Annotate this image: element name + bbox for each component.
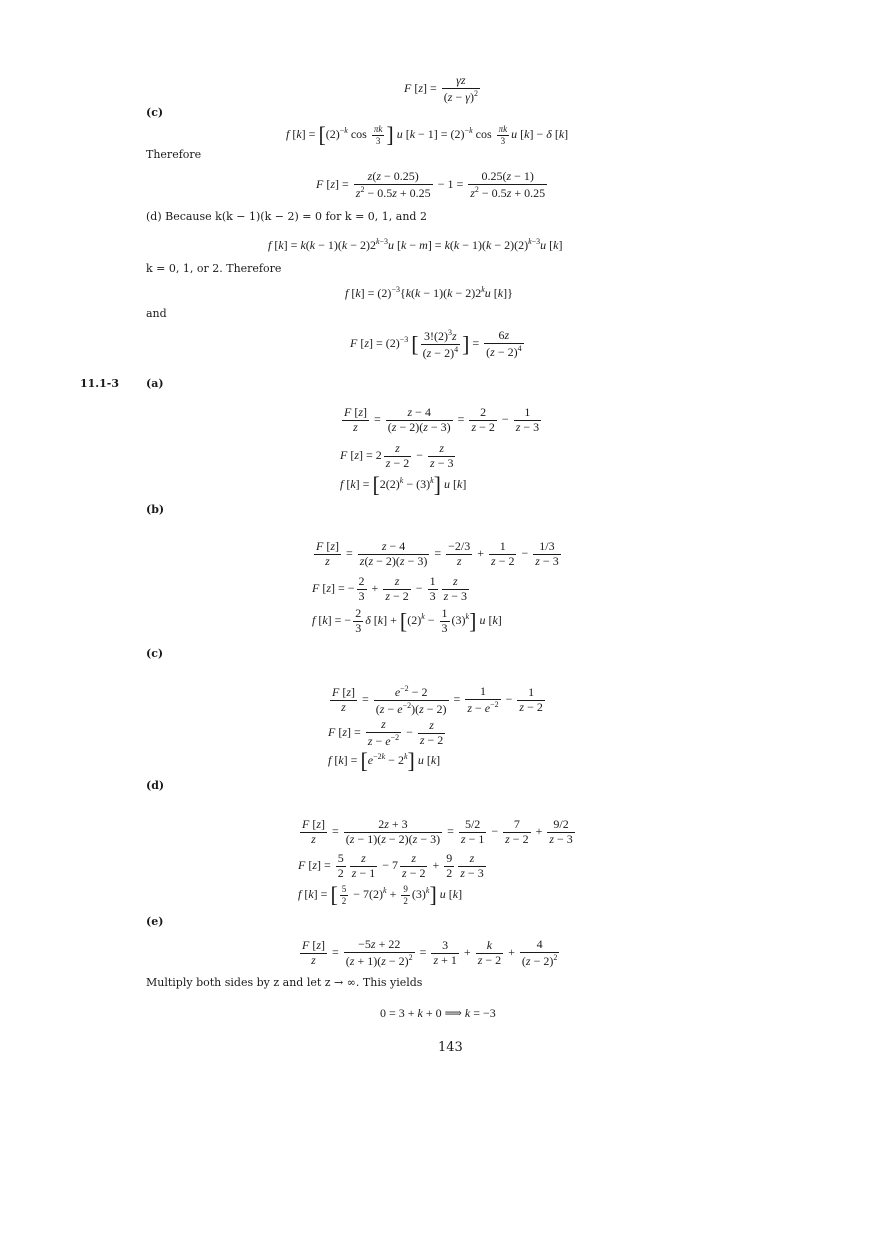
equation-d2: F [z] = $\frac{5}{2}$ $\frac{z}{z - 1}$ − 7 $\frac{z}{z - 2}$ + $\frac{9}{2}$ $\frac{z}{z - 3}$ bbox=[298, 851, 484, 880]
label-e: (e) bbox=[146, 915, 164, 928]
page-number: 143 bbox=[438, 1040, 463, 1055]
label-c-top: (c) bbox=[146, 106, 164, 119]
equation-c1: $\frac{F [z]}{z}$ = $\frac{e^{-2} - 2}{(z - e^{-2})(z - 2)}$ = $\frac{1}{z - e^{-2}}$ − $\frac{1}{z - 2}$ bbox=[332, 684, 543, 716]
equation-a3: f $[k] = [2(2)^k - (3)^k]$ u [k] bbox=[340, 472, 467, 497]
text-multiply: Multiply both sides by z and let z → ∞. This yields bbox=[146, 976, 423, 989]
section-id: 11.1-3 bbox=[80, 377, 120, 390]
label-d: (d) bbox=[146, 779, 165, 792]
equation-d-f2: f $[k] = (2)^{-3}\{k(k - 1)(k - 2)2^ku$ [k]} bbox=[345, 285, 513, 300]
equation-a1: $\frac{F [z]}{z}$ = $\frac{z - 4}{(z - 2)(z - 3)}$ = $\frac{2}{z - 2}$ − $\frac{1}{z - 3}$ bbox=[344, 405, 540, 434]
equation-c2: F [z] = $\frac{z}{z - e^{-2}}$ − $\frac{z}{z - 2}$ bbox=[328, 717, 444, 748]
text-k-values: k = 0, 1, or 2. Therefore bbox=[146, 262, 282, 275]
label-c: (c) bbox=[146, 647, 164, 660]
equation-b3: f [k] = − $\frac{2}{3}$ δ $[k] + [(2)^k$ − $\frac{1}{3}$ $(3)^k$] u [k] bbox=[312, 606, 502, 635]
equation-d3: f [k] = [ $\frac{5}{2}$ − $7(2)^k$ + $\frac{9}{2}$ $(3)^k$] u [k] bbox=[298, 882, 463, 907]
text-and: and bbox=[146, 307, 167, 320]
label-b: (b) bbox=[146, 503, 165, 516]
equation-c3: f $[k] = [e^{-2k} - 2^k]$ u [k] bbox=[328, 748, 441, 773]
equation-top-F: F [z] = $\frac{\gamma z}{(z - \gamma)^2}$ bbox=[404, 73, 478, 104]
equation-e1: $\frac{F [z]}{z}$ = $\frac{-5z + 22}{(z + 1)(z - 2)^2}$ = $\frac{3}{z + 1}$ + $\frac{k}{z - 2}$ + $\frac{4}{(z - 2)^2}$ bbox=[302, 937, 558, 968]
equation-b2: F [z] = − $\frac{2}{3}$ + $\frac{z}{z - 2}$ − $\frac{1}{3}$ $\frac{z}{z - 3}$ bbox=[312, 574, 468, 603]
label-a: (a) bbox=[146, 377, 164, 390]
equation-c-f: f $[k] = [(2)^{-k}$ cos $\frac{\pi k}{3}$ ] u $[k - 1] = (2)^{-k}$ cos $\frac{\pi k}{3}$ u [k] − δ [k] bbox=[286, 122, 569, 147]
equation-c-F: F [z] = $\frac{z(z - 0.25)}{z^2 - 0.5z + 0.25}$ − 1 = $\frac{0.25(z - 1)}{z^2 - 0.5z + 0.25}$ bbox=[316, 169, 546, 200]
text-because: (d) Because k(k − 1)(k − 2) = 0 for k = 0, 1, and 2 bbox=[146, 210, 427, 223]
equation-b1: $\frac{F [z]}{z}$ = $\frac{z - 4}{z(z - 2)(z - 3)}$ = $\frac{-2/3}{z}$ + $\frac{1}{z - 2}$ − $\frac{1/3}{z - 3}$ bbox=[316, 539, 559, 568]
equation-e2: 0 = 3 + k + 0 ⟹ k = −3 bbox=[380, 1006, 496, 1020]
equation-d-F: F $[z] = (2)^{-3}$ [ $\frac{3!(2)^3z}{(z - 2)^4}$ ] = $\frac{6z}{(z - 2)^4}$ bbox=[350, 328, 522, 360]
equation-d-f1: f $[k] = k(k - 1)(k - 2)2^{k-3}u$ $[k - m] = k(k - 1)(k - 2)(2)^{k-3}u$ [k] bbox=[268, 237, 563, 252]
text-therefore-1: Therefore bbox=[146, 148, 202, 161]
equation-d1: $\frac{F [z]}{z}$ = $\frac{2z + 3}{(z - 1)(z - 2)(z - 3)}$ = $\frac{5/2}{z - 1}$ − $\frac{7}{z - 2}$ + $\frac{9/2}{z - 3}$ bbox=[302, 817, 573, 846]
equation-a2: F [z] = 2 $\frac{z}{z - 2}$ − $\frac{z}{z - 3}$ bbox=[340, 441, 454, 470]
